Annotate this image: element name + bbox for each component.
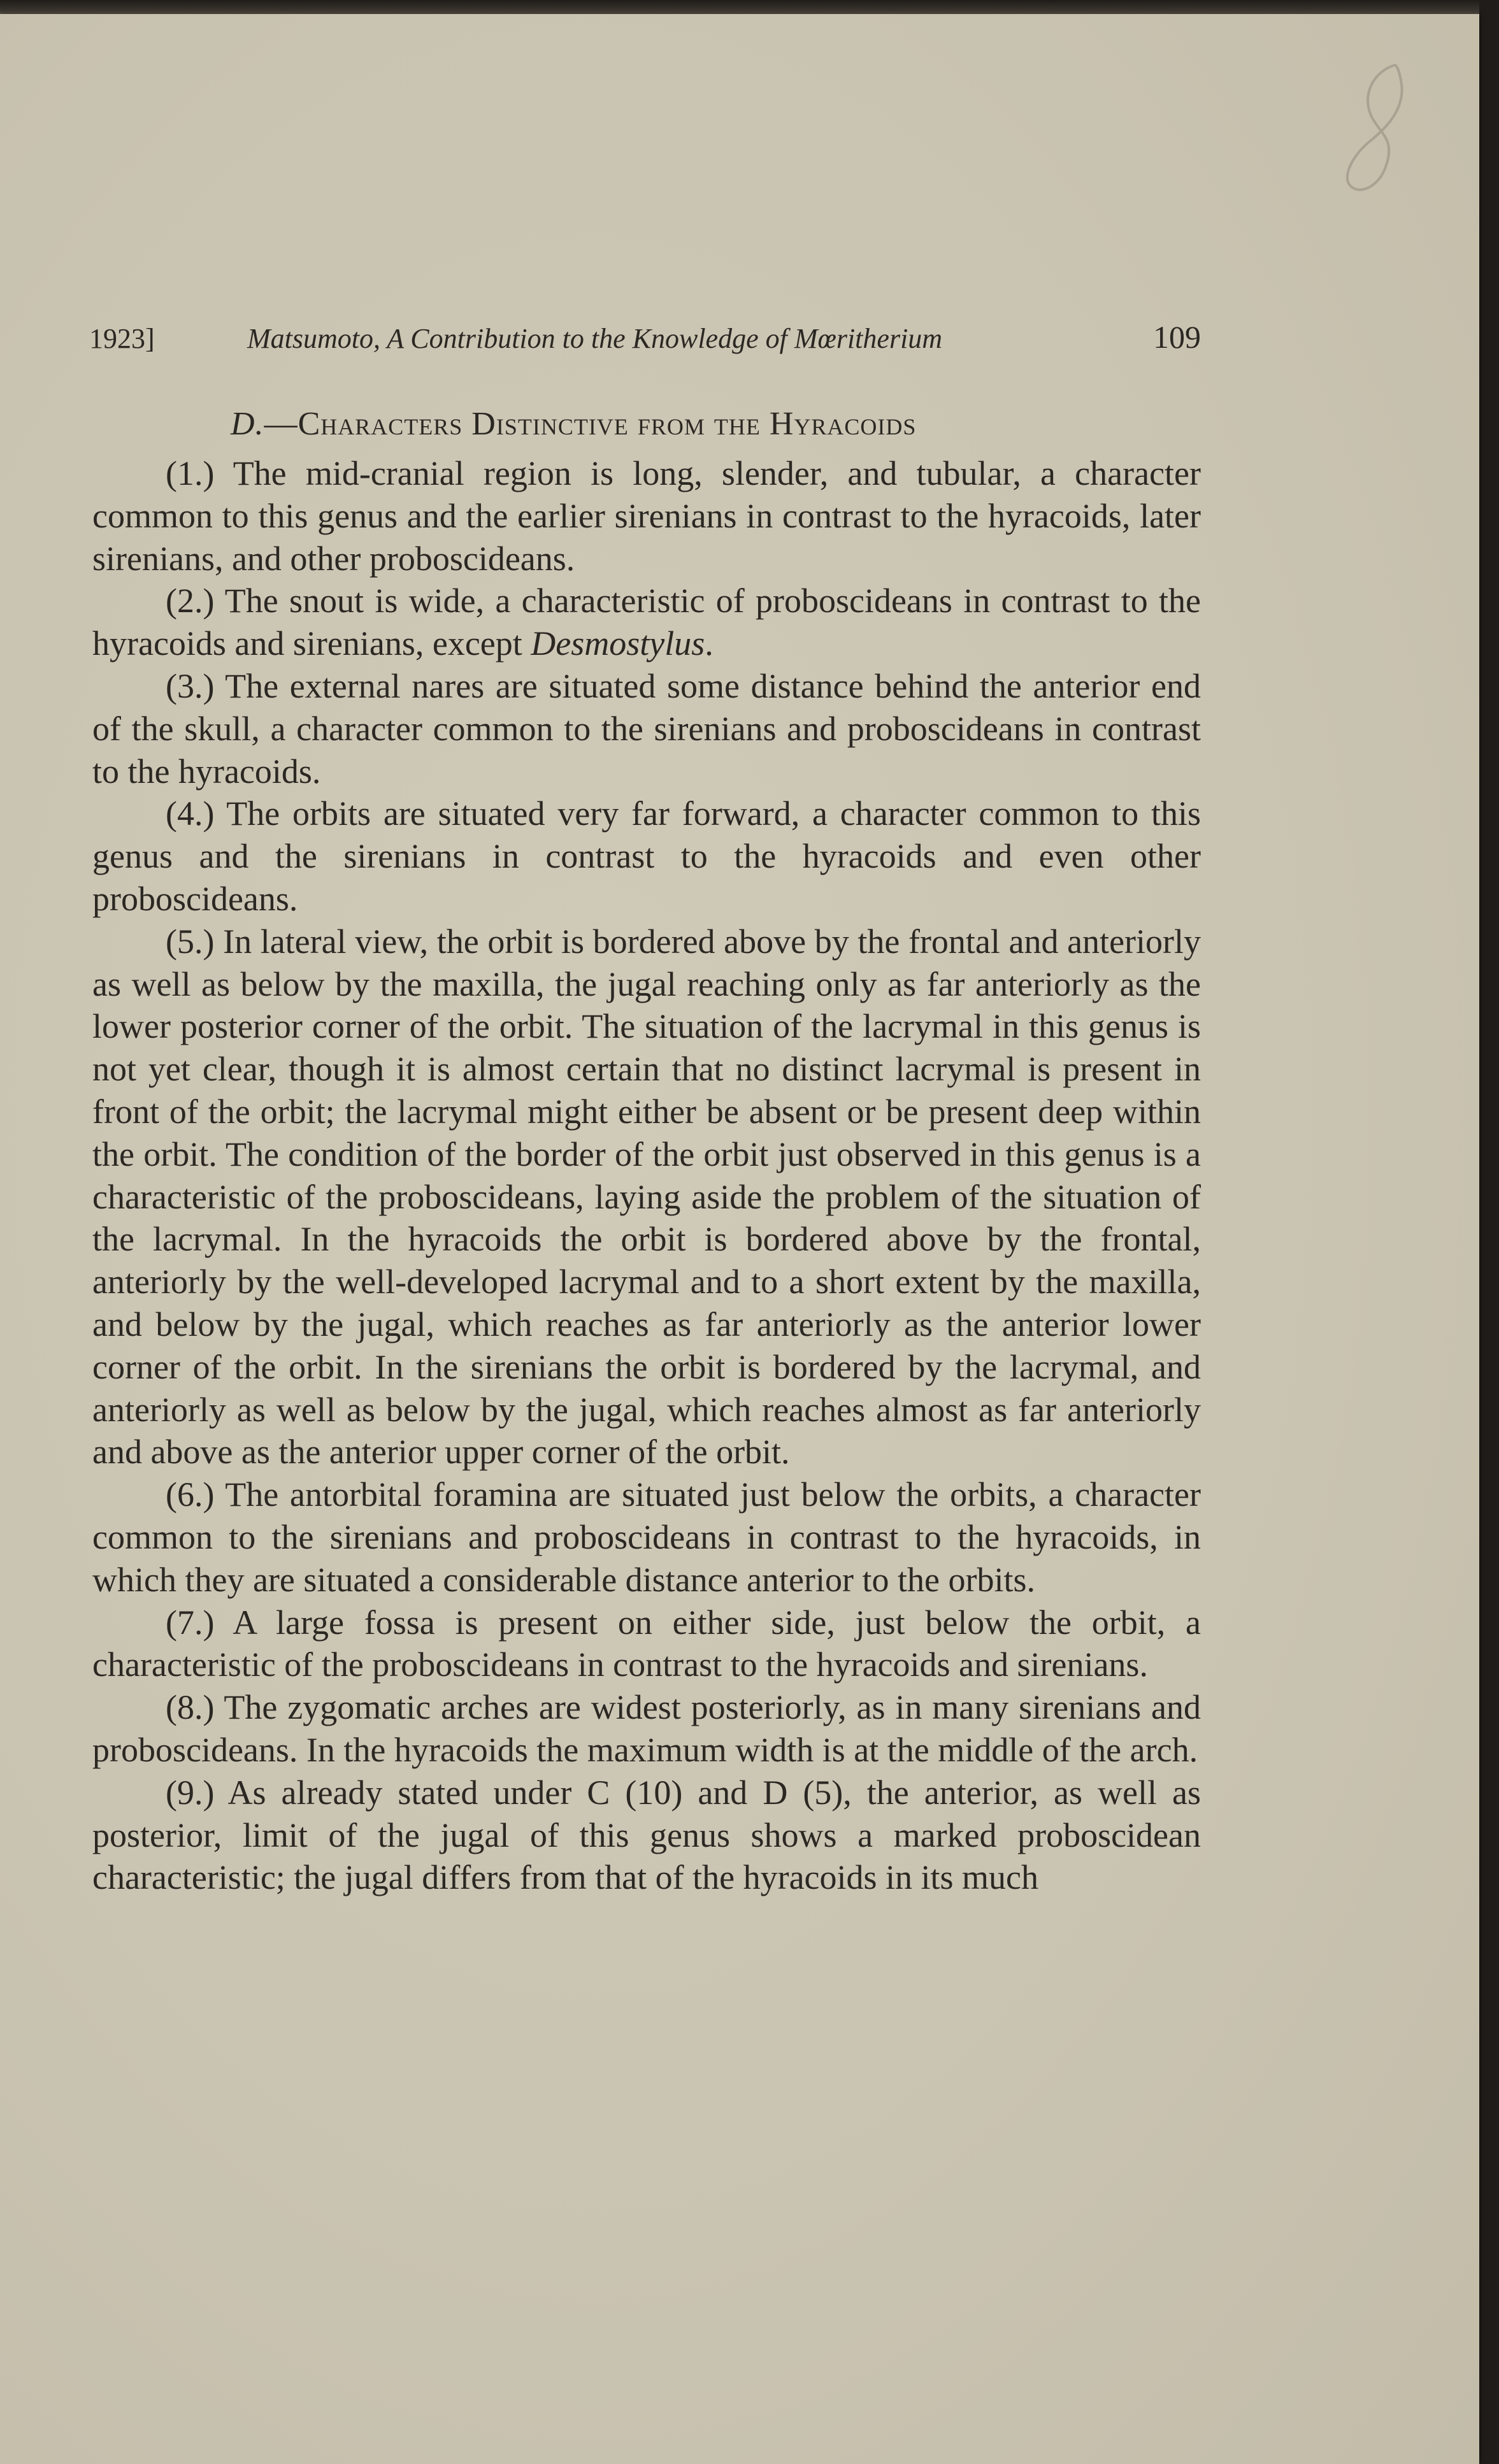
paragraph-number: (9.) [166,1773,215,1812]
paragraph-number: (6.) [166,1475,215,1514]
paragraph-4 [92,792,1201,920]
section-letter: D. [231,406,264,442]
paragraph-5 [92,920,1201,1473]
paragraph-number: (4.) [166,794,215,833]
body-text [92,452,1201,1899]
paragraph-text: The zygomatic arches are widest posteriorly, as in many sirenians and proboscideans. In the hyracoids the maximum width is at the middle of the arch. [92,1688,1201,1769]
paragraph-3 [92,665,1201,792]
paragraph-text: The snout is wide, a characteristic of proboscideans in contrast to the hyracoids and sirenians, except [92,582,1201,663]
paragraph-text: The external nares are situated some distance behind the anterior end of the skull, a character common to the sirenians and proboscideans in contrast to the hyracoids. [92,666,1201,791]
section-heading [231,405,916,443]
paragraph-2 [92,580,1201,665]
running-head [89,319,1201,367]
paragraph-number: (5.) [166,922,215,961]
book-page [0,14,1479,2464]
paragraph-8 [92,1686,1201,1772]
paragraph-7 [92,1601,1201,1687]
section-dash: — [264,406,298,442]
running-head-year: 1923] [89,323,155,354]
paragraph-6 [92,1473,1201,1601]
page-number: 109 [1153,319,1201,355]
pencil-annotation-8 [1335,59,1417,205]
paragraph-text: As already stated under C (10) and D (5), the anterior, as well as posterior, limit of the jugal of this genus shows a marked proboscidean characteristic; the jugal differs from that of the hyracoids in its much [92,1773,1201,1897]
paragraph-text: The antorbital foramina are situated just below the orbits, a character common to the sirenians and proboscideans in contrast to the hyracoids, in which they are situated a considerable distance anterior to the orbits. [92,1475,1201,1599]
paragraph-tail: . [705,624,714,663]
paragraph-number: (3.) [166,666,215,705]
running-head-title: Matsumoto, A Contribution to the Knowledge of Mœritherium [247,323,943,354]
paragraph-9 [92,1772,1201,1899]
paragraph-number: (8.) [166,1688,215,1727]
paragraph-number: (1.) [166,454,215,492]
paragraph-text: In lateral view, the orbit is bordered above by the frontal and anteriorly as well as below by the maxilla, the jugal reaching only as far anteriorly as the lower posterior corner of the orbit. The situation of the lacrymal in this genus is not yet clear, though it is almost certain that no distinct lacrymal is present in front of the orbit; the lacrymal might either be absent or be present deep within the orbit. The condition of the border of the orbit just observed in this genus is a characteristic of the proboscideans, laying aside the problem of the situation of the lacrymal. In the hyracoids the orbit is bordered above by the frontal, anteriorly by the well-developed lacrymal and to a short extent by the maxilla, and below by the jugal, which reaches as far anteriorly as the anterior lower corner of the orbit. In the sirenians the orbit is bordered by the lacrymal, and anteriorly as well as below by the jugal, which reaches almost as far anteriorly and above as the anterior upper corner of the orbit. [92,922,1201,1472]
genus-name: Desmostylus [531,624,705,663]
paragraph-text: The orbits are situated very far forward, a character common to this genus and the sirenians in contrast to the hyracoids and even other proboscideans. [92,794,1201,918]
scan-right-edge [1479,0,1499,2464]
paragraph-text: The mid-cranial region is long, slender, and tubular, a character common to this genus and the earlier sirenians in contrast to the hyracoids, later sirenians, and other proboscideans. [92,454,1201,578]
section-title: Characters Distinctive from the Hyracoids [298,406,917,442]
paragraph-number: (7.) [166,1603,215,1642]
paragraph-number: (2.) [166,582,215,620]
paragraph-text: A large fossa is present on either side, just below the orbit, a characteristic of the proboscideans in contrast to the hyracoids and sirenians. [92,1603,1201,1684]
paragraph-1 [92,452,1201,580]
